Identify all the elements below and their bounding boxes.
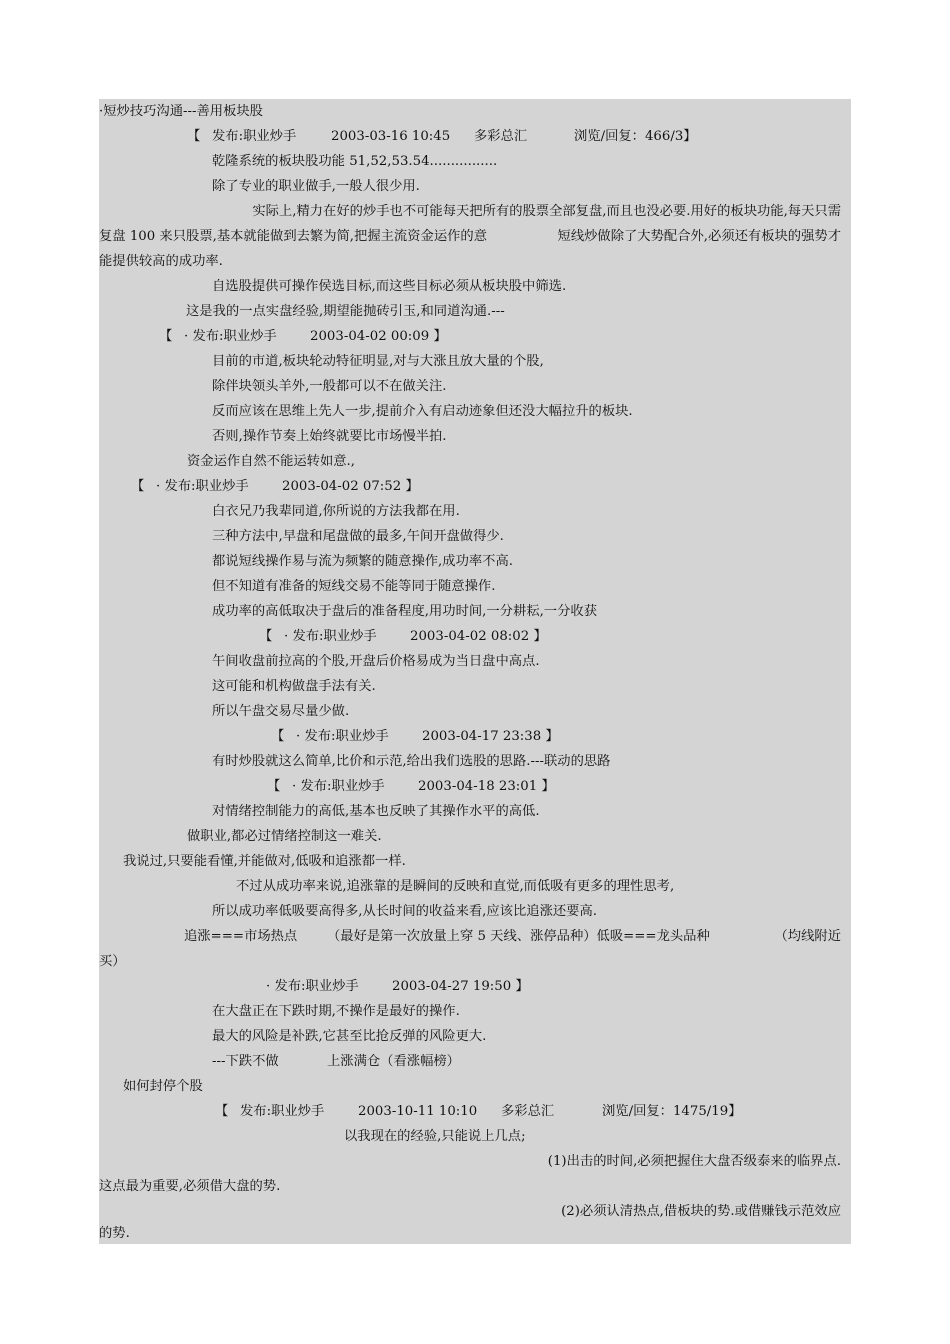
reply-date: 2003-04-02 00:09 】 [310,329,447,344]
bracket-open: 【 [215,1104,229,1119]
text-line: 以我现在的经验,只能说上几点; [344,1129,526,1144]
text-line: 做职业,都必过情绪控制这一难关. [187,829,382,844]
text-line: 我说过,只要能看懂,并能做对,低吸和追涨都一样. [123,854,406,869]
text-line: 除了专业的职业做手,一般人很少用. [212,179,420,194]
text-line: 最大的风险是补跌,它甚至比抢反弹的风险更大. [212,1029,487,1044]
text-line: 三种方法中,早盘和尾盘做的最多,午间开盘做得少. [212,529,504,544]
text-line: 但不知道有准备的短线交易不能等同于随意操作. [212,579,496,594]
text-line: 在大盘正在下跌时期,不操作是最好的操作. [212,1004,460,1019]
section-title: 如何封停个股 [123,1079,203,1094]
bracket-open: 【 [259,629,273,644]
reply-date: 2003-04-18 23:01 】 [418,779,555,794]
reply-header [99,774,851,799]
text-line: 所以成功率低吸要高得多,从长时间的收益来看,应该比追涨还要高. [212,904,597,919]
text-line: 复盘 100 来只股票,基本就能做到去繁为简,把握主流资金运作的意 短线炒做除了大势配合外,必须还有板块的强势才 [99,229,841,244]
text-line: 追涨===市场热点 （最好是第一次放量上穿 5 天线、涨停品种）低吸===龙头品种 （均线附近 [184,929,841,944]
text-line: 对情绪控制能力的高低,基本也反映了其操作水平的高低. [212,804,540,819]
text-line: (1)出击的时间,必须把握住大盘否级泰来的临界点. [547,1154,841,1169]
post-author: 发布:职业炒手 [212,129,297,144]
text-line: 午间收盘前拉高的个股,开盘后价格易成为当日盘中高点. [212,654,540,669]
text-line: 买） [99,954,126,969]
reply-author: · 发布:职业炒手 [184,329,277,344]
post-stats: 浏览/回复：1475/19】 [602,1104,742,1119]
reply-date: 2003-04-17 23:38 】 [422,729,559,744]
text-line: 白衣兄乃我辈同道,你所说的方法我都在用. [212,504,460,519]
text-line: 目前的市道,板块轮动特征明显,对与大涨且放大量的个股, [212,354,544,369]
text-line: 这点最为重要,必须借大盘的势. [99,1179,281,1194]
bracket-open: 【 [187,129,201,144]
article-title: ·短炒技巧沟通---善用板块股 [99,104,263,119]
text-line: (2)必须认清热点,借板块的势.或借赚钱示范效应 [561,1204,841,1219]
post-forum: 多彩总汇 [501,1104,555,1119]
bracket-open: 【 [267,779,281,794]
post-date: 2003-03-16 10:45 [331,129,451,144]
reply-date: 2003-04-27 19:50 】 [392,979,529,994]
text-line: 的势. [99,1226,130,1241]
post-author: 发布:职业炒手 [240,1104,325,1119]
text-line: 资金运作自然不能运转如意., [187,454,356,469]
reply-header [99,974,851,999]
text-line: ---下跌不做 上涨满仓（看涨幅榜） [212,1054,460,1069]
post-date: 2003-10-11 10:10 [358,1104,478,1119]
text-line: 这可能和机构做盘手法有关. [212,679,376,694]
text-line: 除伴块领头羊外,一般都可以不在做关注. [212,379,447,394]
text-line: 乾隆系统的板块股功能 51,52,53.54................ [212,154,498,169]
reply-author: · 发布:职业炒手 [296,729,389,744]
reply-date: 2003-04-02 08:02 】 [410,629,547,644]
reply-author: · 发布:职业炒手 [284,629,377,644]
post-forum: 多彩总汇 [474,129,528,144]
document-content [99,99,851,1244]
reply-date: 2003-04-02 07:52 】 [282,479,419,494]
text-line: 都说短线操作易与流为频繁的随意操作,成功率不高. [212,554,513,569]
text-line: 自选股提供可操作侯选目标,而这些目标必须从板块股中筛选. [212,279,567,294]
reply-author: · 发布:职业炒手 [266,979,359,994]
text-line: 所以午盘交易尽量少做. [212,704,350,719]
article-title-line [99,99,851,124]
reply-header [99,474,851,499]
reply-author: · 发布:职业炒手 [292,779,385,794]
text-line: 否则,操作节奏上始终就要比市场慢半拍. [212,429,447,444]
bracket-open: 【 [159,329,173,344]
post-header [99,124,851,149]
bracket-open: 【 [271,729,285,744]
text-line: 能提供较高的成功率. [99,254,223,269]
reply-header [99,324,851,349]
post-header [99,1099,851,1124]
section-title-line [99,1074,851,1099]
text-line: 实际上,精力在好的炒手也不可能每天把所有的股票全部复盘,而且也没必要.用好的板块功能,每天只需 [252,204,841,219]
post-stats: 浏览/回复：466/3】 [574,129,697,144]
bracket-open: 【 [131,479,145,494]
reply-header [99,724,851,749]
text-line: 成功率的高低取决于盘后的准备程度,用功时间,一分耕耘,一分收获 [212,604,597,619]
text-line: 这是我的一点实盘经验,期望能抛砖引玉,和同道沟通.--- [186,304,505,319]
reply-header [99,624,851,649]
text-line: 有时炒股就这么简单,比价和示范,给出我们选股的思路.---联动的思路 [212,754,611,769]
reply-author: · 发布:职业炒手 [156,479,249,494]
text-line: 反而应该在思维上先人一步,提前介入有启动迹象但还没大幅拉升的板块. [212,404,633,419]
text-line: 不过从成功率来说,追涨靠的是瞬间的反映和直觉,而低吸有更多的理性思考, [236,879,675,894]
